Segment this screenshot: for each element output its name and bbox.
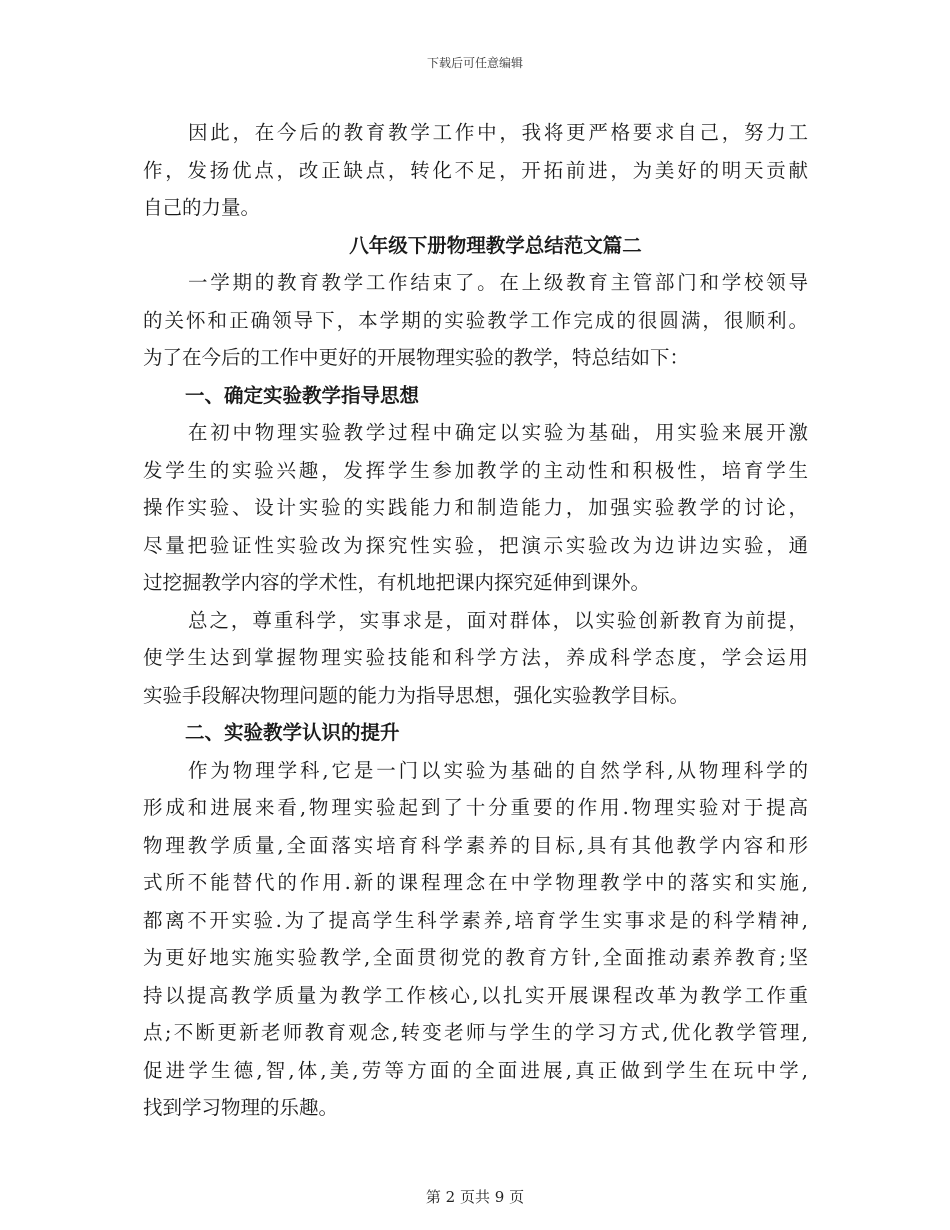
paragraph-line: 的关怀和正确领导下，本学期的实验教学工作完成的很圆满，很顺利。 [143,308,808,332]
section-heading: 二、实验教学认识的提升 [185,721,400,744]
paragraph-line: 促进学生德,智,体,美,劳等方面的全面进展,真正做到学生在玩中学, [143,1058,808,1082]
paragraph-line: 一学期的教育教学工作结束了。在上级教育主管部门和学校领导 [188,271,808,294]
paragraph-line: 物理教学质量,全面落实培育科学素养的目标,具有其他教学内容和形 [143,833,808,857]
section-heading: 一、确定实验教学指导思想 [185,383,420,407]
paragraph-line: 实验手段解决物理问题的能力为指导思想，强化实验教学目标。 [143,683,690,707]
page-header: 下载后可任意编辑 [426,56,523,70]
paragraph-line: 形成和进展来看,物理实验起到了十分重要的作用.物理实验对于提高 [143,796,808,819]
paragraph-line: 使学生达到掌握物理实验技能和科学方法，养成科学态度，学会运用 [143,646,808,669]
paragraph-line: 过挖掘教学内容的学术性，有机地把课内探究延伸到课外。 [143,571,651,594]
paragraph-line: 持以提高教学质量为教学工作核心,以扎实开展课程改革为教学工作重 [143,983,808,1007]
section-title: 八年级下册物理教学总结范文篇二 [349,233,642,257]
paragraph-line: 总之，尊重科学，实事求是，面对群体，以实验创新教育为前提， [188,608,808,632]
paragraph-line: 尽量把验证性实验改为探究性实验，把演示实验改为边讲边实验，通 [143,533,808,557]
document-body [143,114,808,1127]
paragraph-line: 找到学习物理的乐趣。 [143,1096,339,1119]
paragraph-line: 作为物理学科,它是一门以实验为基础的自然学科,从物理科学的 [188,758,808,782]
paragraph-line: 式所不能替代的作用.新的课程理念在中学物理教学中的落实和实施, [143,871,808,894]
paragraph-line: 自己的力量。 [143,196,261,219]
paragraph-line: 在初中物理实验教学过程中确定以实验为基础，用实验来展开激 [188,421,808,444]
paragraph-line: 发学生的实验兴趣，发挥学生参加教学的主动性和积极性，培育学生 [143,458,808,482]
page-footer: 第 2 页共 9 页 [425,1188,525,1206]
paragraph-line: 因此，在今后的教育教学工作中，我将更严格要求自己，努力工 [188,121,808,144]
paragraph-line: 作，发扬优点，改正缺点，转化不足，开拓前进，为美好的明天贡献 [143,158,808,182]
paragraph-line: 都离不开实验.为了提高学生科学素养,培育学生实事求是的科学精神, [143,908,808,932]
paragraph-line: 操作实验、设计实验的实践能力和制造能力，加强实验教学的讨论， [143,496,808,519]
paragraph-line: 为了在今后的工作中更好的开展物理实验的教学，特总结如下： [143,346,690,369]
paragraph-line: 点;不断更新老师教育观念,转变老师与学生的学习方式,优化教学管理, [143,1021,808,1044]
paragraph-line: 为更好地实施实验教学,全面贯彻党的教育方针,全面推动素养教育;坚 [143,946,808,969]
